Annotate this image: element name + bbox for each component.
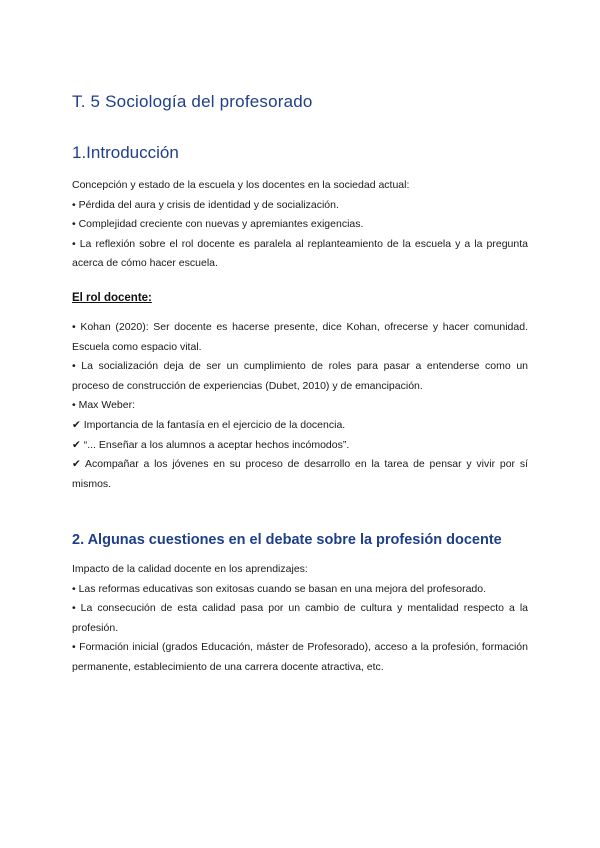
paragraph: Impacto de la calidad docente en los aprendizajes: <box>72 563 308 575</box>
bullet-item: • Formación inicial (grados Educación, máster de Profesorado), acceso a la profesión, formación permanente, establecimiento de una carrera docente atractiva, etc. <box>72 641 528 673</box>
section-1-intro <box>72 176 528 274</box>
section-1-heading: 1.Introducción <box>72 143 179 162</box>
section-2-body <box>72 560 528 678</box>
paragraph: Concepción y estado de la escuela y los docentes en la sociedad actual: <box>72 179 410 191</box>
section-2-heading: 2. Algunas cuestiones en el debate sobre la profesión docente <box>72 532 502 548</box>
bullet-item: • Kohan (2020): Ser docente es hacerse presente, dice Kohan, ofrecerse y hacer comunidad. Escuela como espacio vital. <box>72 321 528 353</box>
bullet-item: • Las reformas educativas son exitosas cuando se basan en una mejora del profesorado. <box>72 582 487 595</box>
check-item: ✔ Importancia de la fantasía en el ejercicio de la docencia. <box>72 418 346 431</box>
bullet-item: • Max Weber: <box>72 399 135 412</box>
bullet-item: • La consecución de esta calidad pasa por un cambio de cultura y mentalidad respecto a la profesión. <box>72 602 528 634</box>
check-item: ✔ Acompañar a los jóvenes en su proceso de desarrollo en la tarea de pensar y vivir por sí mismos. <box>72 458 528 490</box>
rol-docente-subheading: El rol docente: <box>72 292 152 304</box>
check-item: ✔ “... Enseñar a los alumnos a aceptar hechos incómodos”. <box>72 438 350 451</box>
bullet-item: • La socialización deja de ser un cumplimiento de roles para pasar a entenderse como un proceso de construcción de experiencias (Dubet, 2010) y de emancipación. <box>72 360 528 392</box>
bullet-item: • Pérdida del aura y crisis de identidad y de socialización. <box>72 198 339 211</box>
document-title: T. 5 Sociología del profesorado <box>72 92 313 111</box>
bullet-item: • La reflexión sobre el rol docente es paralela al replanteamiento de la escuela y a la pregunta acerca de cómo hacer escuela. <box>72 237 528 270</box>
bullet-item: • Complejidad creciente con nuevas y apremiantes exigencias. <box>72 218 364 231</box>
rol-docente-list <box>72 318 528 494</box>
